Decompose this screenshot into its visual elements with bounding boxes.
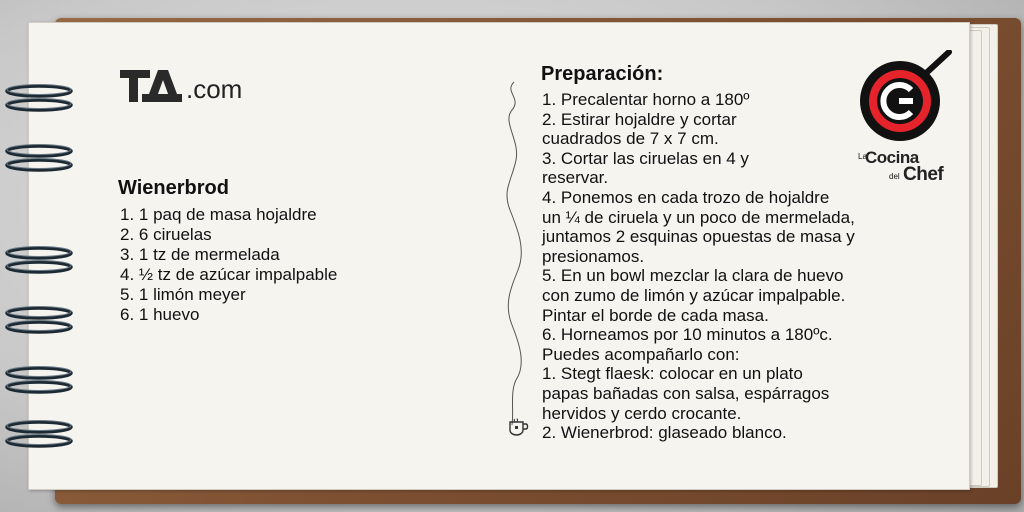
recipe-title: Wienerbrod (118, 177, 229, 199)
ingredient-item: 5. 1 limón meyer (120, 285, 246, 304)
ingredient-list (120, 205, 337, 325)
spiral-ring-icon (4, 378, 74, 396)
preparation-line: 3. Cortar las ciruelas en 4 y (542, 148, 749, 168)
preparation-title: Preparación: (541, 63, 664, 85)
spiral-ring-icon (4, 156, 74, 174)
spiral-ring-icon (4, 432, 74, 450)
preparation-line: 1. Stegt flaesk: colocar en un plato (542, 364, 803, 384)
preparation-line: Puedes acompañarlo con: (542, 344, 740, 364)
brand-la: La (858, 152, 867, 161)
preparation-line: 6. Horneamos por 10 minutos a 180ºc. (542, 325, 833, 345)
cup-icon (507, 417, 531, 437)
preparation-line: juntamos 2 esquinas opuestas de masa y (542, 227, 855, 247)
preparation-line: 5. En un bowl mezclar la clara de huevo (542, 266, 844, 286)
preparation-line: hervidos y cerdo crocante. (542, 403, 742, 423)
ingredient-item: 4. ½ tz de azúcar impalpable (120, 265, 338, 284)
preparation-line: 2. Estirar hojaldre y cortar (542, 109, 737, 129)
preparation-line: papas bañadas con salsa, espárragos (542, 383, 830, 403)
preparation-line: Pintar el borde de cada masa. (542, 305, 769, 325)
site-logo-text: .com (186, 74, 243, 104)
preparation-line: cuadrados de 7 x 7 cm. (542, 129, 719, 149)
preparation-line: 4. Ponemos en cada trozo de hojaldre (542, 187, 830, 207)
preparation-line: 1. Precalentar horno a 180º (542, 90, 750, 109)
preparation-line: reservar. (542, 168, 609, 188)
brand-cocina: Cocina (865, 148, 919, 167)
preparation-steps (542, 90, 855, 443)
ingredient-item: 6. 1 huevo (120, 305, 200, 324)
spiral-ring-icon (4, 96, 74, 114)
string-decoration (496, 80, 536, 440)
preparation-line: presionamos. (542, 246, 645, 266)
ingredient-item: 2. 6 ciruelas (120, 225, 212, 244)
ta-logo-icon (120, 70, 182, 102)
ingredient-item: 3. 1 tz de mermelada (120, 245, 280, 264)
preparation-line: con zumo de limón y azúcar impalpable. (542, 285, 846, 305)
preparation-line: 2. Wienerbrod: glaseado blanco. (542, 423, 787, 443)
brand-chef: Chef (903, 164, 944, 185)
brand-del: del (889, 172, 900, 181)
spiral-ring-icon (4, 318, 74, 336)
ingredient-item: 1. 1 paq de masa hojaldre (120, 205, 317, 224)
site-logo (120, 68, 242, 102)
preparation-line: un ¼ de ciruela y un poco de mermelada, (542, 207, 855, 227)
spiral-ring-icon (4, 258, 74, 276)
